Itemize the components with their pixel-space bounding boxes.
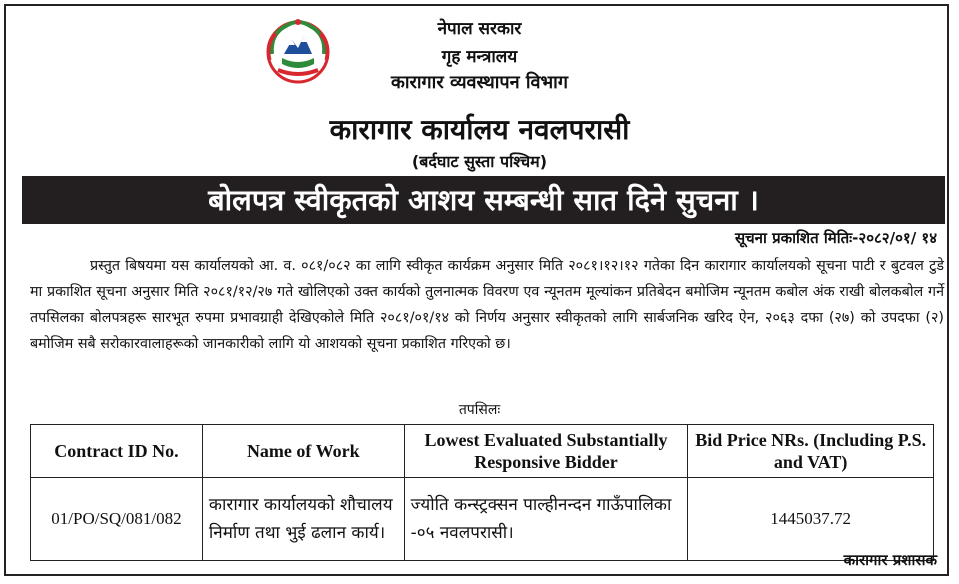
contract-table — [30, 424, 934, 561]
table-header-row — [31, 425, 934, 478]
notice-title-banner: बोलपत्र स्वीकृतको आशय सम्बन्धी सात दिने सुचना । — [22, 176, 945, 224]
table-row — [31, 478, 934, 561]
header-name-of-work: Name of Work — [202, 425, 404, 478]
department-name: कारागार व्यवस्थापन विभाग — [391, 72, 568, 93]
cell-name-of-work: कारागार कार्यालयको शौचालय निर्माण तथा भुई ढलान कार्य। — [202, 478, 404, 561]
office-subtitle: (बर्दघाट सुस्ता पश्चिम) — [411, 152, 548, 171]
notice-body — [30, 253, 944, 357]
header-bidder: Lowest Evaluated Substantially Responsive Bidder — [404, 425, 688, 478]
government-name: नेपाल सरकार — [437, 19, 522, 39]
header-contract-id: Contract ID No. — [31, 425, 203, 478]
notice-body-text: प्रस्तुत बिषयमा यस कार्यालयको आ. व. ०८१/०८२ का लागि स्वीकृत कार्यक्रम अनुसार मिति २०८१।१२।१२ गतेका दिन कारागार कार्यालयको सूचना पाटी र बुटवल टुडे मा प्रकाशित सूचना अनुसार मिति २०८१/१२/२७ गते खोलिएको उक्त कार्यको तुलनात्मक विवरण एव न्यूनतम मूल्यांकन प्रतिबेदन बमोजिम न्यूनतम कबोल अंक राखी बोलकबोल गर्ने तपसिलका बोलपत्रहरू सारभूत रुपमा प्रभावग्राही देखिएकोले मिति २०८१/०१/१४ को निर्णय अनुसार स्वीकृतको लागि सार्बजनिक खरिद ऐन, २०६३ दफा (२७) को उपदफा (२) बमोजिम सबै सरोकारवालाहरूको जानकारीको लागि यो आशयको सूचना प्रकाशित गरिएको छ। — [30, 258, 944, 352]
details-label: तपसिलः — [458, 402, 501, 418]
office-name: कारागार कार्यालय नवलपरासी — [329, 113, 630, 146]
cell-bid-price: 1445037.72 — [688, 478, 934, 561]
cell-contract-id: 01/PO/SQ/081/082 — [31, 478, 203, 561]
signature-title: कारागार प्रशासक — [843, 551, 937, 569]
header-bid-price: Bid Price NRs. (Including P.S. and VAT) — [688, 425, 934, 478]
published-date: सूचना प्रकाशित मितिः-२०८२/०१/ १४ — [734, 229, 937, 247]
ministry-name: गृह मन्त्रालय — [441, 47, 518, 67]
cell-bidder: ज्योति कन्स्ट्रक्सन पाल्हीनन्दन गाऊँपालिका -०५ नवलपरासी। — [404, 478, 688, 561]
